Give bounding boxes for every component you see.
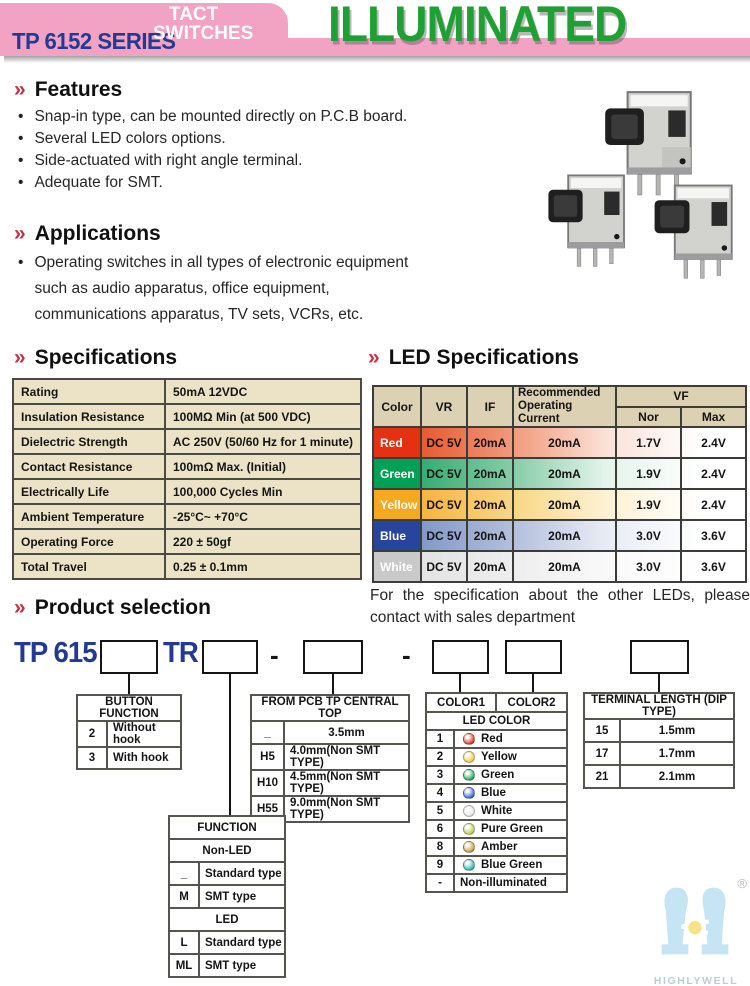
spec-value: -25°C~ +70°C [165, 504, 361, 529]
table-row [426, 802, 567, 820]
cell: DC 5V [421, 520, 467, 551]
led-specifications-heading [368, 346, 579, 370]
option-desc: With hook [107, 747, 181, 769]
feature-text: Adequate for SMT. [34, 174, 163, 191]
col-header: VF [616, 386, 746, 407]
part-number-box-pcb-top [303, 640, 363, 674]
option-desc [454, 838, 567, 856]
led-color-table [425, 692, 568, 893]
cell: 1.9V [616, 489, 681, 520]
product-selection-heading [14, 596, 211, 620]
table-row [373, 520, 746, 551]
cell: 20mA [513, 458, 616, 489]
option-code: M [169, 885, 199, 908]
option-code: H10 [251, 770, 284, 796]
col-header: Color [373, 386, 421, 427]
table-row [13, 479, 361, 504]
option-desc: 2.1mm [620, 765, 734, 788]
cell: 3.0V [616, 520, 681, 551]
led-dot-icon [463, 805, 475, 817]
color2-header: COLOR2 [496, 693, 567, 712]
product-type-line1: TACT [169, 4, 219, 25]
connector-line [459, 674, 461, 692]
specifications-table [12, 378, 362, 580]
series-title: TP 6152 SERIES [12, 28, 176, 54]
table-row [426, 856, 567, 874]
option-desc: Non-illuminated [454, 874, 567, 892]
bullet-icon: • [18, 254, 24, 271]
option-code: 6 [426, 820, 454, 838]
part-number-box-color2 [505, 640, 562, 674]
table-title: BUTTON FUNCTION [77, 695, 181, 721]
feature-text: Several LED colors options. [34, 130, 226, 147]
table-row [251, 770, 409, 796]
spec-label: Ambient Temperature [13, 504, 165, 529]
table-title: TERMINAL LENGTH (DIP TYPE) [584, 693, 734, 719]
part-number-box-button-function [100, 640, 158, 674]
table-row [77, 721, 181, 747]
table-row [373, 427, 746, 458]
product-type-label [153, 5, 293, 43]
table-row [169, 908, 285, 931]
spec-value: AC 250V (50/60 Hz for 1 minute) [165, 429, 361, 454]
table-row [169, 885, 285, 908]
led-color-name: White [373, 551, 421, 582]
product-photo [542, 170, 634, 269]
cell: DC 5V [421, 551, 467, 582]
led-dot-icon [463, 751, 475, 763]
table-row [426, 766, 567, 784]
table-row [373, 458, 746, 489]
table-header-row [77, 695, 181, 721]
option-code: ML [169, 954, 199, 977]
led-color-label: Amber [481, 841, 518, 853]
cell: 3.6V [681, 551, 746, 582]
option-desc: 9.0mm(Non SMT TYPE) [284, 796, 409, 822]
product-selection-heading-text: Product selection [34, 596, 211, 619]
part-number-dash: - [270, 640, 279, 670]
table-row [169, 954, 285, 977]
table-row [373, 551, 746, 582]
part-number-box-color1 [432, 640, 489, 674]
led-color-label: Green [481, 769, 515, 781]
bullet-icon: • [18, 174, 24, 191]
option-code: 8 [426, 838, 454, 856]
table-row [251, 721, 409, 744]
option-desc: 1.7mm [620, 742, 734, 765]
option-desc: Standard type [199, 931, 285, 954]
list-item [18, 106, 407, 128]
cell: 2.4V [681, 458, 746, 489]
cell: 20mA [467, 427, 513, 458]
led-dot-icon [463, 733, 475, 745]
option-code: L [169, 931, 199, 954]
led-spec-table [372, 385, 747, 583]
connector-line [128, 674, 130, 694]
option-desc: 4.5mm(Non SMT TYPE) [284, 770, 409, 796]
led-color-label: Blue Green [481, 859, 543, 871]
option-code: 9 [426, 856, 454, 874]
features-heading [14, 78, 122, 102]
feature-text: Side-actuated with right angle terminal. [34, 152, 303, 169]
led-color-name: Red [373, 427, 421, 458]
cell: 20mA [467, 458, 513, 489]
cell: 20mA [467, 520, 513, 551]
spec-value: 100,000 Cycles Min [165, 479, 361, 504]
spec-value: 220 ± 50gf [165, 529, 361, 554]
col-header: Recommended Operating Current [513, 386, 616, 427]
option-code: 2 [77, 721, 107, 747]
cell: 20mA [513, 489, 616, 520]
led-color-name: Green [373, 458, 421, 489]
option-desc [454, 820, 567, 838]
features-list [18, 106, 407, 194]
option-code: 15 [584, 719, 620, 742]
led-dot-icon [463, 769, 475, 781]
cell: 1.9V [616, 458, 681, 489]
section-chevron-icon: » [368, 346, 380, 369]
option-desc [454, 748, 567, 766]
led-dot-icon [463, 859, 475, 871]
cell: DC 5V [421, 458, 467, 489]
option-code: _ [251, 721, 284, 744]
table-row [426, 874, 567, 892]
table-row [13, 529, 361, 554]
spec-label: Rating [13, 379, 165, 404]
cell: 20mA [467, 489, 513, 520]
list-item [18, 250, 430, 328]
table-header-row [426, 693, 567, 712]
spec-value: 0.25 ± 0.1mm [165, 554, 361, 579]
table-row [77, 747, 181, 769]
option-desc: Without hook [107, 721, 181, 747]
table-header-row [373, 386, 746, 407]
applications-list [18, 250, 430, 328]
cell: 1.7V [616, 427, 681, 458]
led-color-label: Pure Green [481, 823, 543, 835]
spec-value: 100mΩ Max. (Initial) [165, 454, 361, 479]
application-text: Operating switches in all types of electronic equipment such as audio apparatus, office equipment, communications apparatus, TV sets, VCRs, etc. [34, 254, 409, 323]
cell: 3.0V [616, 551, 681, 582]
table-header-row [584, 693, 734, 719]
features-heading-text: Features [34, 78, 123, 101]
list-item [18, 150, 407, 172]
group-header: Non-LED [169, 839, 285, 862]
table-row [169, 931, 285, 954]
led-color-subtitle: LED COLOR [426, 712, 567, 730]
cell: 20mA [513, 551, 616, 582]
table-row [584, 719, 734, 742]
table-title: FROM PCB TP CENTRAL TOP [251, 695, 409, 721]
table-header-row [251, 695, 409, 721]
table-header-row [169, 816, 285, 839]
spec-label: Insulation Resistance [13, 404, 165, 429]
applications-heading-text: Applications [34, 222, 161, 245]
col-header: Nor [616, 407, 681, 428]
header-bar-shadow [4, 56, 750, 63]
option-code: 4 [426, 784, 454, 802]
option-desc: 1.5mm [620, 719, 734, 742]
spec-label: Operating Force [13, 529, 165, 554]
option-code: 3 [77, 747, 107, 769]
spec-value: 50mA 12VDC [165, 379, 361, 404]
connector-line [658, 674, 660, 692]
table-row [426, 784, 567, 802]
led-note: For the specification about the other LEDs, please contact with sales department [370, 587, 750, 626]
option-desc: SMT type [199, 885, 285, 908]
spec-label: Total Travel [13, 554, 165, 579]
led-specifications-heading-text: LED Specifications [388, 346, 579, 369]
list-item [18, 128, 407, 150]
section-chevron-icon: » [14, 596, 26, 619]
button-function-table [76, 694, 182, 770]
part-number-box-terminal [630, 640, 689, 674]
led-color-label: White [481, 805, 513, 817]
option-code: 17 [584, 742, 620, 765]
led-dot-icon [463, 787, 475, 799]
option-desc [454, 856, 567, 874]
led-dot-icon [463, 841, 475, 853]
registered-mark: ® [737, 876, 747, 891]
connector-line [532, 674, 534, 692]
part-number-dash: - [402, 640, 411, 670]
table-row [251, 744, 409, 770]
led-color-label: Red [481, 733, 503, 745]
feature-text: Snap-in type, can be mounted directly on P.C.B board. [34, 108, 408, 125]
watermark [645, 876, 747, 986]
option-desc: 4.0mm(Non SMT TYPE) [284, 744, 409, 770]
function-table [168, 815, 286, 978]
section-chevron-icon: » [14, 222, 26, 245]
led-color-name: Blue [373, 520, 421, 551]
table-row [13, 429, 361, 454]
led-dot-icon [463, 823, 475, 835]
list-item [18, 172, 407, 194]
part-number-box-function [202, 640, 258, 674]
table-row [426, 730, 567, 748]
connector-line [229, 674, 231, 815]
option-desc: 3.5mm [284, 721, 409, 744]
table-title: FUNCTION [169, 816, 285, 839]
illuminated-banner: ILLUMINATED [328, 0, 627, 53]
cell: 2.4V [681, 489, 746, 520]
led-color-name: Yellow [373, 489, 421, 520]
option-code: 5 [426, 802, 454, 820]
col-header: VR [421, 386, 467, 427]
table-row [13, 504, 361, 529]
group-header: LED [169, 908, 285, 931]
option-desc [454, 766, 567, 784]
terminal-length-table [583, 692, 735, 789]
table-row [13, 554, 361, 579]
table-row [169, 839, 285, 862]
option-code: - [426, 874, 454, 892]
specifications-heading [14, 346, 177, 370]
option-desc [454, 784, 567, 802]
connector-line [332, 674, 334, 694]
bullet-icon: • [18, 152, 24, 169]
col-header: Max [681, 407, 746, 428]
color1-header: COLOR1 [426, 693, 496, 712]
bullet-icon: • [18, 130, 24, 147]
product-photo [648, 180, 742, 281]
spec-value: 100MΩ Min (at 500 VDC) [165, 404, 361, 429]
specifications-heading-text: Specifications [34, 346, 178, 369]
option-code: 21 [584, 765, 620, 788]
applications-heading [14, 222, 161, 246]
option-desc: SMT type [199, 954, 285, 977]
cell: 20mA [513, 520, 616, 551]
option-code: 1 [426, 730, 454, 748]
option-code: 3 [426, 766, 454, 784]
watermark-brand: HIGHLYWELL [653, 975, 739, 986]
table-row [13, 454, 361, 479]
product-type-line2: SWITCHES [153, 23, 254, 44]
table-row [426, 748, 567, 766]
cell: 20mA [467, 551, 513, 582]
spec-label: Dielectric Strength [13, 429, 165, 454]
option-code: H55 [251, 796, 284, 822]
table-row [13, 379, 361, 404]
led-color-label: Yellow [481, 751, 517, 763]
table-header-row [426, 712, 567, 730]
table-row [13, 404, 361, 429]
option-desc [454, 802, 567, 820]
highlywell-logo-icon [645, 884, 745, 968]
spec-label: Electrically Life [13, 479, 165, 504]
cell: 2.4V [681, 427, 746, 458]
table-row [426, 820, 567, 838]
option-desc: Standard type [199, 862, 285, 885]
table-row [584, 765, 734, 788]
table-row [169, 862, 285, 885]
table-row [426, 838, 567, 856]
section-chevron-icon: » [14, 346, 26, 369]
cell: DC 5V [421, 427, 467, 458]
table-row [584, 742, 734, 765]
col-header: IF [467, 386, 513, 427]
option-desc [454, 730, 567, 748]
table-row [373, 489, 746, 520]
cell: 20mA [513, 427, 616, 458]
option-code: H5 [251, 744, 284, 770]
part-number-mid: TR [163, 637, 198, 669]
option-code: _ [169, 862, 199, 885]
led-color-label: Blue [481, 787, 506, 799]
bullet-icon: • [18, 108, 24, 125]
section-chevron-icon: » [14, 78, 26, 101]
cell: 3.6V [681, 520, 746, 551]
part-number-prefix: TP 615 [14, 637, 97, 669]
pcb-top-table [250, 694, 410, 823]
cell: DC 5V [421, 489, 467, 520]
option-code: 2 [426, 748, 454, 766]
spec-label: Contact Resistance [13, 454, 165, 479]
